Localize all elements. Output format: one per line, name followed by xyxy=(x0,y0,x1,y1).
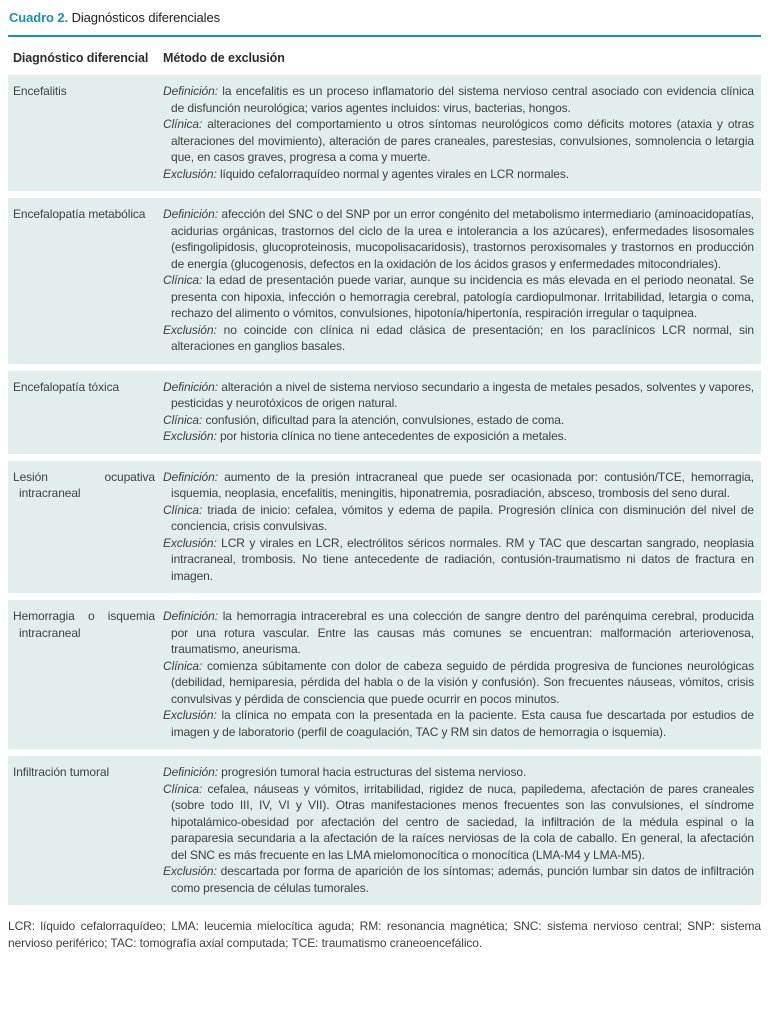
table-title xyxy=(8,9,761,26)
method-cell xyxy=(163,206,754,355)
table-title-text: Diagnósticos diferenciales xyxy=(71,10,221,25)
entry-text: aumento de la presión intracraneal que puede ser ocasionada por: contusión/TCE, hemorragia, isquemia, neoplasia, encefalitis, meningitis, hiponatremia, posradiación, absceso, trombosis del seno dural. xyxy=(171,469,754,500)
entry-text: la edad de presentación puede variar, aunque su incidencia es más elevada en el periodo neonatal. Se presenta con hipoxia, infección o hemorragia cerebral, patología cardiopulmonar. Irritabilidad, letargia o coma, rechazo del alimento o vómitos, convulsiones, hipotonía/hipertonía, respiración irregular o taquipnea. xyxy=(171,273,754,320)
exclusion-entry xyxy=(163,707,754,740)
clinical-entry xyxy=(163,272,754,322)
clinical-entry xyxy=(163,412,754,429)
definition-entry xyxy=(163,83,754,116)
definition-entry xyxy=(163,764,754,781)
entry-text: triada de inicio: cefalea, vómitos y edema de papila. Progresión clínica con disminución del nivel de conciencia, crisis convulsivas. xyxy=(171,502,755,533)
diagnosis-cell: Encefalitis xyxy=(13,84,67,98)
entry-label: Definición: xyxy=(163,469,218,484)
definition-entry xyxy=(163,608,754,658)
table-row xyxy=(8,371,761,454)
definition-entry xyxy=(163,206,754,272)
entry-text: afección del SNC o del SNP por un error congénito del metabolismo intermediario (aminoacidopatías, acidurias orgánicas, trastornos del ciclo de la urea e intolerancia a los azúcares), enfermedades lisosomales (esfingolipidosis, glucoproteinosis, mucopolisacaridosis), trastornos peroxisomales y trastornos en producción de energía (glucogenosis, defectos en la oxidación de los ácidos grasos y enfermedades mitocondriales). xyxy=(171,207,754,271)
method-cell xyxy=(163,379,754,445)
entry-text: LCR y virales en LCR, electrólitos séricos normales. RM y TAC que descartan sangrado, neoplasia intracraneal, trombosis. No tiene antecedente de radiación, contusión-traumatismo ni datos de fractura en imagen. xyxy=(171,535,755,583)
entry-label: Exclusión: xyxy=(163,708,217,722)
entry-text: confusión, dificultad para la atención, convulsiones, estado de coma. xyxy=(205,412,565,427)
clinical-entry xyxy=(163,781,754,864)
entry-label: Clínica: xyxy=(163,117,203,131)
entry-label: Clínica: xyxy=(163,781,203,796)
clinical-entry xyxy=(163,116,754,166)
diagnosis-cell: Lesión ocupativa intracraneal xyxy=(13,469,155,500)
entry-text: cefalea, náuseas y vómitos, irritabilidad, rigidez de nuca, papiledema, afectación de pares craneales (sobre todo III, IV, VI y VII). Otras manifestaciones menos frecuentes son las convulsiones, el síndrome hipotalámico-obesidad por afectación del centro de saciedad, la infiltración de la médula espinal o la paraparesia secundaria a la afectación de la raíces nerviosas de la cola de caballo. En general, la afectación del SNC es más frecuente en las LMA mielomonocítica o monocítica (LMA-M4 y LMA-M5). xyxy=(171,781,754,862)
entry-label: Clínica: xyxy=(163,273,203,287)
table-row xyxy=(8,75,761,191)
entry-label: Definición: xyxy=(163,609,218,623)
method-cell xyxy=(163,469,754,585)
entry-text: no coincide con clínica ni edad clásica de presentación; en los paraclínicos LCR normal, sin alteraciones en ganglios basales. xyxy=(171,322,755,353)
entry-label: Definición: xyxy=(163,379,218,394)
diagnosis-cell: Infiltración tumoral xyxy=(13,765,110,779)
method-cell xyxy=(163,764,754,896)
entry-label: Exclusión: xyxy=(163,166,217,181)
clinical-entry xyxy=(163,658,754,708)
accent-rule xyxy=(8,35,761,37)
diagnosis-cell: Encefalopatía tóxica xyxy=(13,379,120,394)
exclusion-entry xyxy=(163,535,754,585)
method-cell xyxy=(163,608,754,740)
table-row xyxy=(8,461,761,594)
exclusion-entry xyxy=(163,166,754,183)
table-header-row xyxy=(8,50,761,66)
exclusion-entry xyxy=(163,863,754,896)
entry-text: la hemorragia intracerebral es una colección de sangre dentro del parénquima cerebral, producida por una rotura vascular. Entre las causas más comunes se encuentran: malformación arteriovenosa, traumatismo, aneurisma. xyxy=(171,609,754,656)
entry-text: comienza súbitamente con dolor de cabeza seguido de pérdida progresiva de funciones neurológicas (debilidad, hemiparesia, pérdida del habla o de la visión y confusión). Son frecuentes náuseas, vómitos, crisis convulsivas y pérdida de consciencia que puede ocurrir en pocos minutos. xyxy=(171,658,755,706)
column-header-diagnosis: Diagnóstico diferencial xyxy=(13,51,149,65)
entry-text: progresión tumoral hacia estructuras del sistema nervioso. xyxy=(221,765,527,779)
definition-entry xyxy=(163,469,754,502)
column-header-method: Método de exclusión xyxy=(163,51,285,65)
entry-label: Exclusión: xyxy=(163,535,217,550)
table-number-label: Cuadro 2. xyxy=(9,10,69,25)
entry-label: Definición: xyxy=(163,765,218,779)
exclusion-entry xyxy=(163,428,754,445)
table-row xyxy=(8,198,761,364)
diagnosis-cell: Encefalopatía metabólica xyxy=(13,207,146,221)
entry-label: Clínica: xyxy=(163,502,203,517)
entry-label: Definición: xyxy=(163,84,218,98)
entry-label: Clínica: xyxy=(163,412,203,427)
definition-entry xyxy=(163,379,754,412)
entry-text: alteración a nivel de sistema nervioso secundario a ingesta de metales pesados, solventes y vapores, pesticidas y neurotóxicos de origen natural. xyxy=(171,379,754,410)
table-row xyxy=(8,756,761,905)
diagnosis-cell: Hemorragia o isquemia intracraneal xyxy=(13,609,155,640)
abbreviations-footnote: LCR: líquido cefalorraquídeo; LMA: leucemia mielocítica aguda; RM: resonancia magnética; SNC: sistema nervioso central; SNP: sistema nervioso periférico; TAC: tomografía axial computada; TCE: traumatismo craneoencefálico. xyxy=(8,919,761,950)
entry-text: por historia clínica no tiene antecedentes de exposición a metales. xyxy=(219,429,567,443)
entry-label: Exclusión: xyxy=(163,322,217,337)
entry-text: la encefalitis es un proceso inflamatorio del sistema nervioso central asociado con evidencia clínica de disfunción neurológica; varios agentes incluidos: virus, bacterias, hongos. xyxy=(171,84,754,115)
table-row xyxy=(8,600,761,749)
entry-text: alteraciones del comportamiento u otros síntomas neurológicos como déficits motores (ataxia y otras alteraciones del movimiento), alteración de pares craneales, parestesias, convulsiones, somnolencia o letargia que, en casos graves, progresa a coma y muerte. xyxy=(171,117,755,164)
entry-text: líquido cefalorraquídeo normal y agentes virales en LCR normales. xyxy=(219,166,569,181)
clinical-entry xyxy=(163,502,754,535)
entry-label: Exclusión: xyxy=(163,864,217,878)
exclusion-entry xyxy=(163,322,754,355)
method-cell xyxy=(163,83,754,182)
entry-label: Clínica: xyxy=(163,658,203,673)
entry-text: la clínica no empata con la presentada en la paciente. Esta causa fue descartada por estudios de imagen y de laboratorio (perfil de coagulación, TAC y RM sin datos de hemorragia o isquemia). xyxy=(171,708,754,739)
entry-label: Definición: xyxy=(163,207,218,221)
entry-label: Exclusión: xyxy=(163,429,217,443)
entry-text: descartada por forma de aparición de los síntomas; además, punción lumbar sin datos de infiltración como presencia de células tumorales. xyxy=(171,864,755,895)
